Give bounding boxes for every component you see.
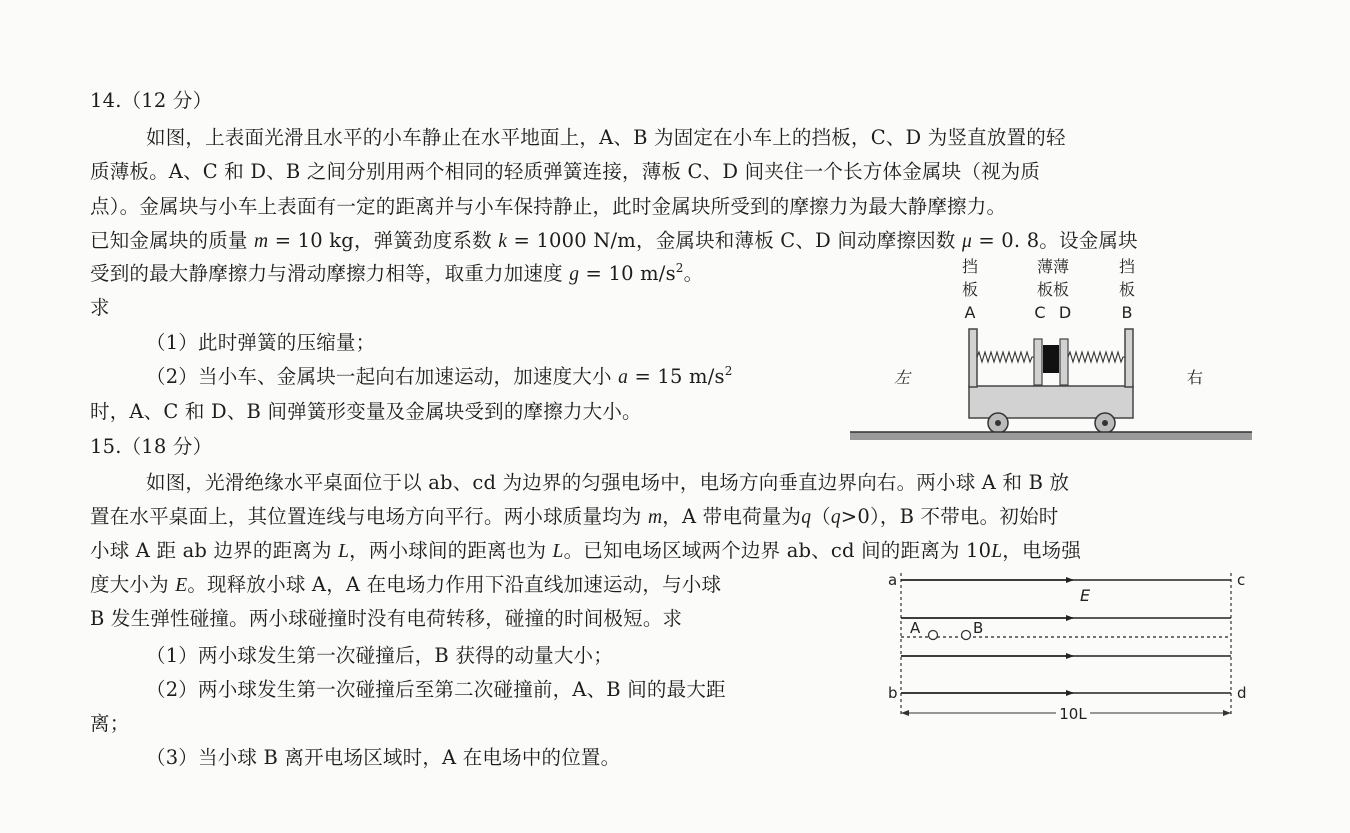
label-A-mid: 板 bbox=[961, 280, 979, 299]
dimension-arrow-right bbox=[1223, 710, 1231, 716]
q14-subquestion-1: （1）此时弹簧的压缩量； bbox=[146, 331, 376, 354]
label-right: 右 bbox=[1186, 368, 1204, 387]
q14-text-line: 如图，上表面光滑且水平的小车静止在水平地面上，A、B 为固定在小车上的挡板，C、D 为竖直放置的轻 bbox=[146, 126, 1066, 149]
label-E: E bbox=[1080, 586, 1091, 605]
q15-text-line: 小球 A 距 ab 边界的距离为 L，两小球间的距离也为 L。已知电场区域两个边界 ab、cd 间的距离为 10L，电场强 bbox=[90, 539, 1082, 562]
ground bbox=[850, 432, 1252, 440]
q15-text-line: 度大小为 E。现释放小球 A，A 在电场力作用下沿直线加速运动，与小球 bbox=[90, 573, 722, 596]
spring-left bbox=[977, 352, 1034, 362]
q15-subquestion-2-cont: 离； bbox=[90, 712, 130, 735]
label-C: C bbox=[1034, 303, 1046, 322]
dimension-arrow-left bbox=[901, 710, 909, 716]
q14-text-line: 受到的最大静摩擦力与滑动摩擦力相等，取重力加速度 g = 10 $m/s^2$。 bbox=[90, 261, 704, 285]
label-B-mid: 板 bbox=[1118, 280, 1136, 299]
dimension-label: 10L bbox=[1059, 705, 1087, 723]
label-A-top: 挡 bbox=[961, 257, 979, 276]
q15-text-line: B 发生弹性碰撞。两小球碰撞时没有电荷转移，碰撞的时间极短。求 bbox=[90, 607, 683, 630]
axle-left bbox=[995, 420, 1001, 426]
label-b: b bbox=[888, 684, 898, 702]
metal-block bbox=[1043, 345, 1059, 373]
q14-subquestion-2-cont: 时，A、C 和 D、B 间弹簧形变量及金属块受到的摩擦力大小。 bbox=[90, 400, 642, 423]
q15-header: 15.（18 分） bbox=[90, 435, 213, 458]
q14-text-line: 点）。金属块与小车上表面有一定的距离并与小车保持静止，此时金属块所受到的摩擦力为最大静摩擦力。 bbox=[90, 195, 1007, 218]
q15-field-figure bbox=[880, 565, 1260, 730]
q14-header: 14.（12 分） bbox=[90, 89, 213, 112]
plate-D bbox=[1060, 339, 1068, 385]
q15-subquestion-2: （2）两小球发生第一次碰撞后至第二次碰撞前，A、B 间的最大距 bbox=[146, 678, 726, 701]
plate-C bbox=[1034, 339, 1042, 385]
label-ball-A: A bbox=[910, 619, 921, 637]
plate-B bbox=[1125, 329, 1133, 387]
label-B: B bbox=[1121, 303, 1133, 322]
label-D: D bbox=[1058, 303, 1072, 322]
label-d: d bbox=[1237, 684, 1247, 702]
q14-text-line: 已知金属块的质量 m = 10 kg，弹簧劲度系数 k = 1000 N/m，金属块和薄板 C、D 间动摩擦因数 μ = 0. 8。设金属块 bbox=[90, 229, 1138, 252]
label-CD-mid: 板板 bbox=[1036, 280, 1070, 299]
q14-text-line: 求 bbox=[90, 296, 110, 319]
label-a: a bbox=[888, 571, 898, 589]
label-left: 左 bbox=[893, 368, 911, 387]
label-c: c bbox=[1237, 571, 1246, 589]
axle-right bbox=[1102, 420, 1108, 426]
ball-B bbox=[962, 631, 971, 640]
q15-text-line: 置在水平桌面上，其位置连线与电场方向平行。两小球质量均为 m，A 带电荷量为q（q>0），B 不带电。初始时 bbox=[90, 505, 1059, 528]
q14-cart-figure bbox=[850, 255, 1260, 450]
spring-right bbox=[1068, 352, 1125, 362]
label-ball-B: B bbox=[973, 619, 984, 637]
q15-subquestion-1: （1）两小球发生第一次碰撞后，B 获得的动量大小； bbox=[146, 644, 613, 667]
label-CD-top: 薄薄 bbox=[1036, 257, 1070, 276]
q14-subquestion-2: （2）当小车、金属块一起向右加速运动，加速度大小 a = 15 $m/s^2$ bbox=[146, 364, 733, 388]
ball-A bbox=[929, 631, 938, 640]
q15-text-line: 如图，光滑绝缘水平桌面位于以 ab、cd 为边界的匀强电场中，电场方向垂直边界向右。两小球 A 和 B 放 bbox=[146, 471, 1070, 494]
q14-text-line: 质薄板。A、C 和 D、B 之间分别用两个相同的轻质弹簧连接，薄板 C、D 间夹住一个长方体金属块（视为质 bbox=[90, 160, 1041, 183]
q15-subquestion-3: （3）当小球 B 离开电场区域时，A 在电场中的位置。 bbox=[146, 746, 621, 769]
plate-A bbox=[969, 329, 977, 387]
label-B-top: 挡 bbox=[1118, 257, 1136, 276]
label-A: A bbox=[964, 303, 976, 322]
